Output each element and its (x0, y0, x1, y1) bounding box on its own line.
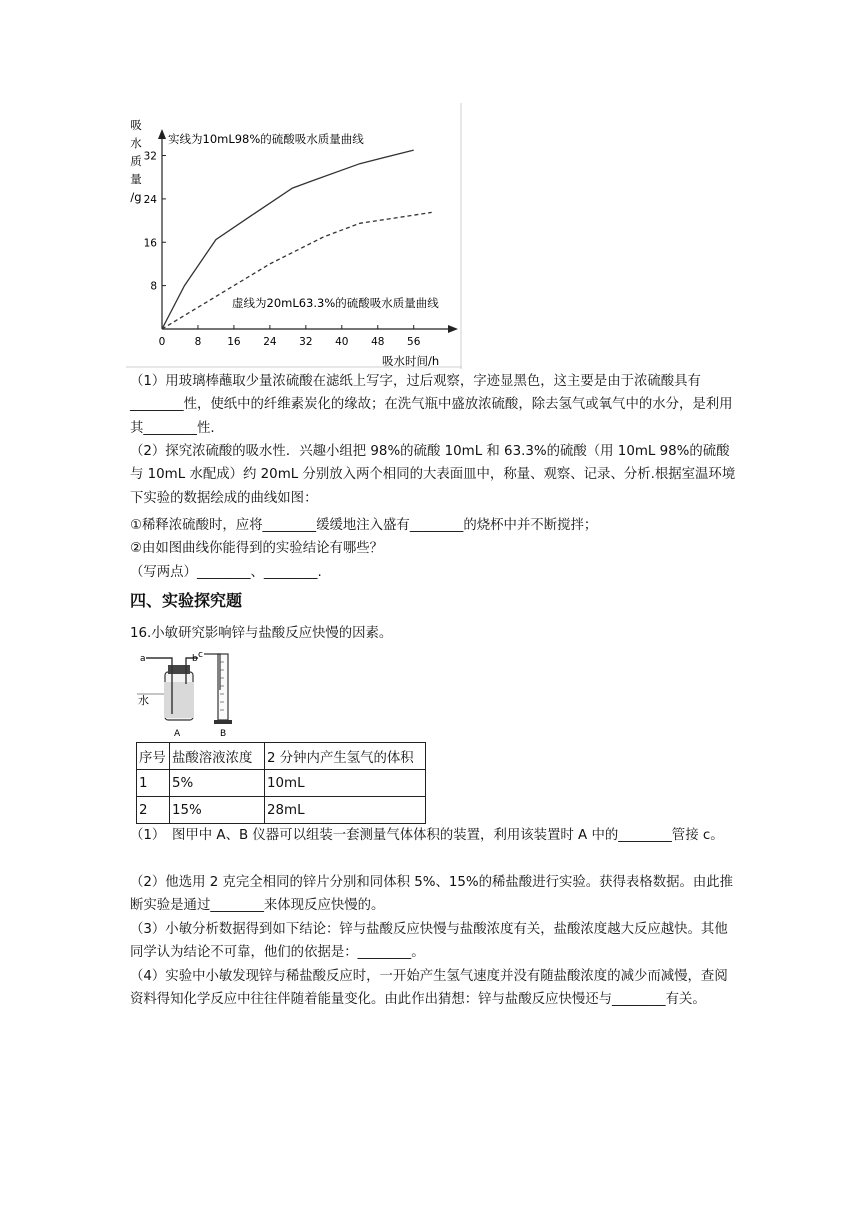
table-cell: 28mL (265, 797, 426, 824)
x-axis-label: 吸水时间/h (382, 354, 440, 368)
question-16-part-3: （3）小敏分析数据得到如下结论：锌与盐酸反应快慢与盐酸浓度有关，盐酸浓度越大反应越快。其他同学认为结论不可靠，他们的依据是：________。 (130, 922, 728, 961)
x-tick-label: 16 (227, 336, 241, 348)
table-cell: 5% (170, 770, 265, 797)
y-axis-label-char: 质 (130, 154, 142, 168)
question-part-1: （1）用玻璃棒蘸取少量浓硫酸在滤纸上写字，过后观察，字迹显黑色，这主要是由于浓硫酸具有________性，使纸中的纤维素炭化的缘故；在洗气瓶中盛放浓硫酸，除去氢气或氧气中的水分，是利用其________性. (130, 374, 733, 436)
label-a: a (140, 654, 146, 664)
header-concentration: 盐酸溶液浓度 (170, 743, 265, 770)
absorption-chart (126, 103, 462, 369)
x-tick-label: 56 (407, 336, 421, 348)
dashed-series-line (162, 212, 432, 329)
label-A: A (174, 729, 181, 739)
x-tick-label: 24 (263, 336, 277, 348)
label-c: c (198, 650, 203, 660)
table-row (137, 797, 426, 824)
y-tick-label: 8 (150, 280, 157, 293)
question-16-part-4: （4）实验中小敏发现锌与稀盐酸反应时，一开始产生氢气速度并没有随盐酸浓度的减少而减慢，查阅资料得知化学反应中往往伴随着能量变化。由此作出猜想：锌与盐酸反应快慢还与________有关。 (130, 969, 728, 1008)
question-conclusion: ②由如图曲线你能得到的实验结论有哪些？ (130, 541, 384, 556)
x-tick-label: 48 (371, 336, 385, 348)
table-cell: 15% (170, 797, 265, 824)
table-header-row (137, 743, 426, 770)
data-table (136, 742, 426, 824)
table-cell: 2 (137, 797, 170, 824)
x-tick-label: 8 (194, 336, 202, 348)
y-axis-label-char: 量 (130, 172, 142, 186)
y-axis-label-char: 吸 (130, 118, 142, 132)
y-axis-label-char: /g (130, 190, 142, 204)
question-part-2: （2）探究浓硫酸的吸水性．兴趣小组把 98%的硫酸 10mL 和 63.3%的硫酸（用 10mL 98%的硫酸与 10mL 水配成）约 20mL 分别放入两个相同的大表面皿中，称量、观察、记录、分析.根据室温环境下实验的数据绘成的曲线如图： (130, 444, 736, 506)
bottle-a (137, 658, 198, 720)
x-tick-label: 0 (158, 336, 166, 348)
label-water: 水 (138, 694, 149, 707)
x-tick-label: 40 (335, 336, 349, 348)
y-axis-arrow (158, 129, 166, 139)
question-16-part-2: （2）他选用 2 克完全相同的锌片分别和同体积 5%、15%的稀盐酸进行实验。获得表格数据。由此推断实验是通过________来体现反应快慢的。 (130, 875, 734, 914)
y-tick-label: 24 (143, 193, 157, 206)
label-b: b (192, 654, 198, 664)
y-tick-label: 16 (143, 237, 157, 250)
question-two-points: （写两点）________、________. (130, 565, 322, 580)
y-axis-label-char: 水 (130, 136, 142, 150)
table-row (137, 770, 426, 797)
gas-apparatus-diagram (134, 648, 254, 740)
x-tick-label: 32 (299, 336, 313, 348)
header-index: 序号 (137, 743, 170, 770)
y-tick-label: 32 (143, 150, 157, 163)
table-cell: 10mL (265, 770, 426, 797)
header-volume: 2 分钟内产生氢气的体积 (265, 743, 426, 770)
dashed-line-note: 虚线为20mL63.3%的硫酸吸水质量曲线 (232, 296, 439, 310)
question-16-part-1: （1） 图甲中 A、B 仪器可以组装一套测量气体体积的装置，利用该装置时 A 中的________管接 c。 (130, 828, 724, 843)
section-heading: 四、实验探究题 (130, 591, 243, 610)
table-cell: 1 (137, 770, 170, 797)
question-dilution: ①稀释浓硫酸时，应将________缓缓地注入盛有________的烧杯中并不断搅拌； (130, 518, 598, 533)
solid-line-note: 实线为10mL98%的硫酸吸水质量曲线 (168, 132, 364, 146)
question-16-title: 16.小敏研究影响锌与盐酸反应快慢的因素。 (130, 626, 393, 641)
x-axis-arrow (448, 325, 458, 333)
graduated-cylinder-b (204, 654, 232, 724)
label-B: B (220, 729, 227, 739)
